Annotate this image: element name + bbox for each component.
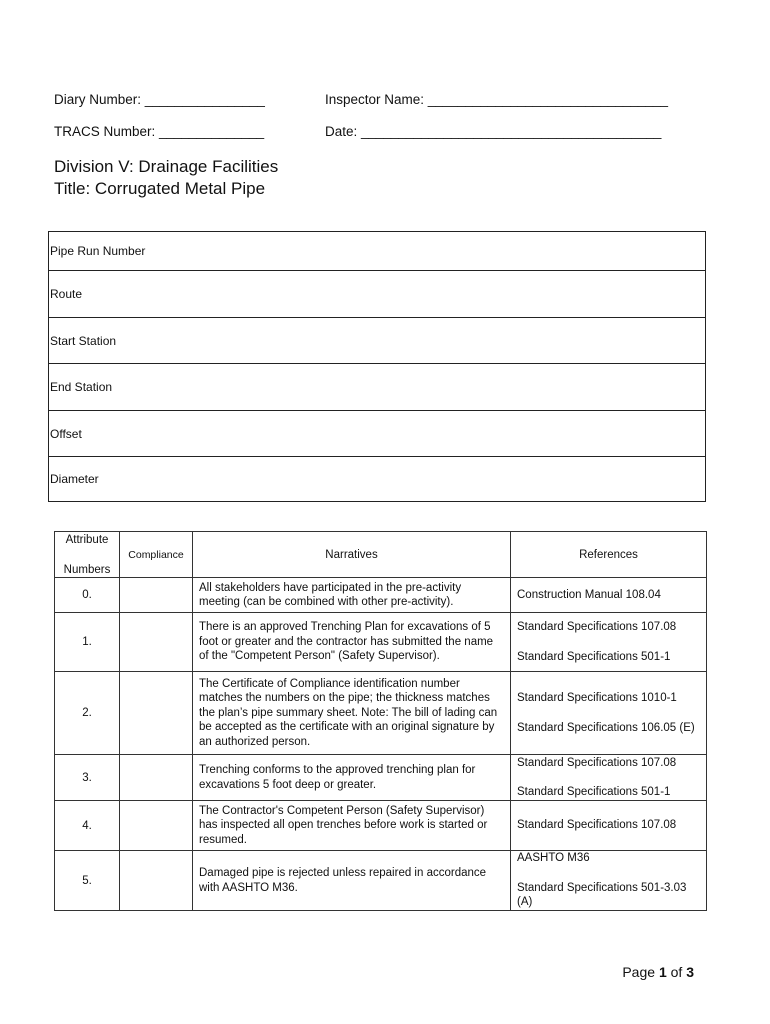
table-header-row xyxy=(55,532,707,578)
references-cell xyxy=(511,672,707,755)
reference-item: AASHTO M36 xyxy=(517,852,590,865)
page-prefix: Page xyxy=(622,964,659,980)
compliance-cell[interactable] xyxy=(120,755,193,801)
references-cell xyxy=(511,613,707,672)
narrative-cell: The Certificate of Compliance identification number matches the numbers on the pipe; the thickness matches the plan’s pipe summary sheet. Note: The bill of lading can be accepted as the certificate with an original signature by an authorized person. xyxy=(193,672,511,755)
page-current: 1 xyxy=(658,964,667,980)
info-label: Pipe Run Number xyxy=(50,244,146,258)
info-label: Offset xyxy=(50,426,82,441)
compliance-cell[interactable] xyxy=(120,801,193,851)
attribute-numbers-header xyxy=(55,532,120,578)
reference-item: Standard Specifications 501-1 xyxy=(517,786,671,798)
compliance-header: Compliance xyxy=(120,532,193,578)
table-row xyxy=(55,672,707,755)
references-cell xyxy=(511,801,707,851)
tracs-number-field: TRACS Number: ______________ xyxy=(54,124,265,139)
reference-item: Standard Specifications 107.08 xyxy=(517,621,677,633)
date-field: Date: ________________________________________ xyxy=(325,124,662,139)
division-heading: Division V: Drainage Facilities xyxy=(54,157,279,176)
references-cell xyxy=(511,851,707,911)
info-row-pipe-run xyxy=(49,232,705,270)
reference-item: Standard Specifications 501-3.03 (A) xyxy=(517,881,687,909)
narrative-cell: Trenching conforms to the approved trenching plan for excavations 5 foot deep or greater. xyxy=(193,755,511,801)
table-row xyxy=(55,801,707,851)
page-total: 3 xyxy=(686,964,694,980)
references-cell xyxy=(511,578,707,613)
table-row xyxy=(55,755,707,801)
reference-item: Standard Specifications 501-1 xyxy=(517,650,671,663)
diary-number-field: Diary Number: ________________ xyxy=(54,92,265,107)
attribute-header-line1: Attribute xyxy=(65,533,109,546)
reference-item: Construction Manual 108.04 xyxy=(517,588,661,601)
narrative-cell: There is an approved Trenching Plan for excavations of 5 foot or greater and the contractor has submitted the name of the "Competent Person" (Safety Supervisor). xyxy=(193,613,511,672)
reference-item: Standard Specifications 107.08 xyxy=(517,756,677,769)
table-row xyxy=(55,578,707,613)
narrative-cell: Damaged pipe is rejected unless repaired in accordance with AASHTO M36. xyxy=(193,851,511,911)
table-row xyxy=(55,851,707,911)
narrative-cell: The Contractor's Competent Person (Safety Supervisor) has inspected all open trenches before work is started or resumed. xyxy=(193,801,511,851)
page-indicator xyxy=(622,964,694,980)
reference-item: Standard Specifications 107.08 xyxy=(517,819,677,832)
pipe-info-table xyxy=(48,231,706,502)
references-header: References xyxy=(511,532,707,578)
attribute-number: 3. xyxy=(55,755,120,801)
attribute-header-line2: Numbers xyxy=(63,563,111,576)
reference-item: Standard Specifications 1010-1 xyxy=(517,692,677,704)
attribute-number: 2. xyxy=(55,672,120,755)
attribute-number: 4. xyxy=(55,801,120,851)
attribute-number: 0. xyxy=(55,578,120,613)
info-row-end-station xyxy=(49,363,705,410)
info-label: End Station xyxy=(50,380,113,394)
info-row-route xyxy=(49,270,705,317)
inspector-name-field: Inspector Name: ________________________________ xyxy=(325,92,669,107)
info-label: Diameter xyxy=(50,472,99,486)
document-title: Title: Corrugated Metal Pipe xyxy=(54,179,266,198)
info-row-diameter xyxy=(49,456,705,501)
compliance-cell[interactable] xyxy=(120,851,193,911)
info-label: Route xyxy=(50,287,83,301)
compliance-cell[interactable] xyxy=(120,672,193,755)
attribute-number: 1. xyxy=(55,613,120,672)
narrative-cell: All stakeholders have participated in the pre-activity meeting (can be combined with other pre-activity). xyxy=(193,578,511,613)
compliance-cell[interactable] xyxy=(120,613,193,672)
narratives-header: Narratives xyxy=(193,532,511,578)
attribute-number: 5. xyxy=(55,851,120,911)
reference-item: Standard Specifications 106.05 (E) xyxy=(517,721,695,734)
references-cell xyxy=(511,755,707,801)
attributes-table xyxy=(54,531,707,911)
info-row-start-station xyxy=(49,317,705,363)
info-label: Start Station xyxy=(50,333,117,348)
compliance-cell[interactable] xyxy=(120,578,193,613)
info-row-offset xyxy=(49,410,705,456)
page-of: of xyxy=(666,964,687,980)
table-row xyxy=(55,613,707,672)
